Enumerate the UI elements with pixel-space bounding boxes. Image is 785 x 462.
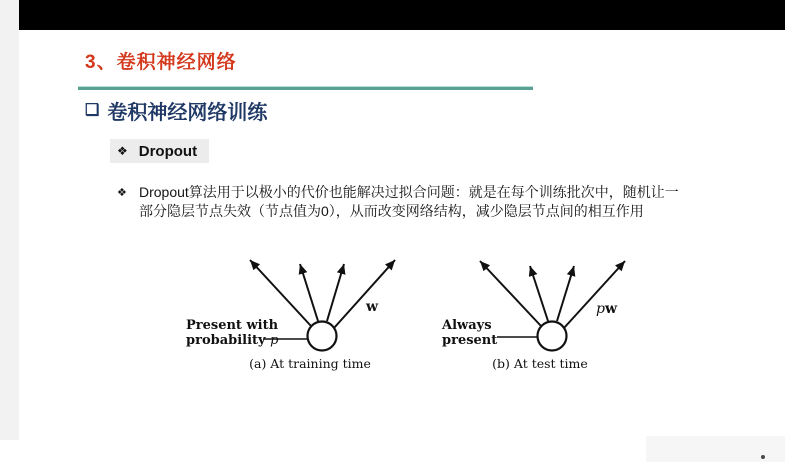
topic-label: Dropout	[138, 142, 198, 160]
top-black-bar	[19, 0, 785, 30]
figure-caption-test: (b) At test time	[492, 356, 588, 371]
slide-canvas	[19, 30, 785, 440]
weight-label: pw	[596, 301, 618, 317]
figure-caption-training: (a) At training time	[249, 356, 371, 371]
slide-title: 3、卷积神经网络	[85, 52, 237, 73]
square-bullet-icon: ❑	[85, 101, 100, 119]
diamond-bullet-icon: ❖	[117, 144, 128, 158]
left-margin-strip	[0, 0, 20, 440]
annotation-present-with: Present with probability p	[186, 318, 279, 348]
body-text-line-1: Dropout算法用于以极小的代价也能解决过拟合问题：就是在每个训练批次中，随机让一	[139, 184, 679, 200]
section-heading-label: 卷积神经网络训练	[107, 102, 268, 124]
section-heading	[85, 96, 267, 125]
weight-arrows	[480, 261, 625, 328]
body-text-line-2: 部分隐层节点失效（节点值为0），从而改变网络结构，减少隐层节点间的相互作用	[139, 203, 644, 219]
figure-dropout-test	[430, 245, 690, 380]
topic-highlight	[110, 139, 209, 163]
probability-variable: p	[270, 333, 279, 348]
title-divider-line	[78, 86, 533, 90]
neuron-circle	[308, 322, 337, 351]
neuron-circle	[538, 322, 567, 351]
diamond-bullet-icon: ❖	[117, 187, 127, 199]
cursor-dot	[761, 455, 765, 459]
annotation-always-present: Always present	[442, 318, 498, 348]
weight-label: w	[366, 299, 379, 315]
figure-dropout-training	[170, 245, 430, 380]
